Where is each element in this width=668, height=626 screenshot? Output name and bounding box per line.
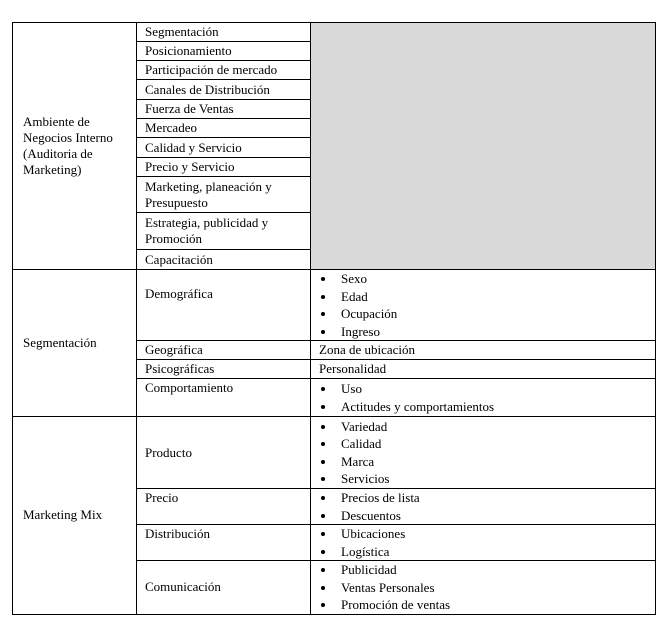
bullet-item: Ubicaciones (319, 525, 655, 543)
bullet-item: Logística (319, 543, 655, 561)
section-label-mix: Marketing Mix (13, 417, 137, 615)
segment-name: Geográfica (137, 341, 311, 360)
ambiente-item: Participación de mercado (137, 61, 311, 80)
mix-values (311, 525, 656, 561)
bullet-dot-icon (321, 568, 325, 572)
segment-values (311, 270, 656, 341)
bullet-dot-icon (321, 496, 325, 500)
ambiente-item: Posicionamiento (137, 42, 311, 61)
marketing-audit-table (12, 22, 656, 615)
mix-values (311, 417, 656, 489)
shaded-empty-cell (311, 23, 656, 270)
segment-values (311, 379, 656, 417)
ambiente-row (13, 23, 656, 42)
ambiente-item: Canales de Distribución (137, 80, 311, 100)
bullet-item: Sexo (319, 270, 655, 288)
mix-name: Precio (137, 489, 311, 525)
mix-name: Producto (137, 417, 311, 489)
bullet-dot-icon (321, 330, 325, 334)
bullet-item: Uso (319, 380, 655, 398)
ambiente-item: Estrategia, publicidad y Promoción (137, 213, 311, 250)
bullet-dot-icon (321, 277, 325, 281)
bullet-item: Publicidad (319, 561, 655, 579)
bullet-item: Ingreso (319, 323, 655, 341)
bullet-dot-icon (321, 477, 325, 481)
bullet-dot-icon (321, 586, 325, 590)
segment-name: Comportamiento (137, 379, 311, 417)
ambiente-item: Fuerza de Ventas (137, 100, 311, 119)
bullet-dot-icon (321, 425, 325, 429)
segment-text: Personalidad (311, 360, 656, 379)
bullet-dot-icon (321, 442, 325, 446)
bullet-dot-icon (321, 295, 325, 299)
ambiente-item: Mercadeo (137, 119, 311, 138)
bullet-item: Ocupación (319, 305, 655, 323)
segmentacion-row (13, 270, 656, 341)
bullet-dot-icon (321, 387, 325, 391)
bullet-item: Marca (319, 453, 655, 471)
bullet-item: Descuentos (319, 507, 655, 525)
ambiente-item: Marketing, planeación y Presupuesto (137, 177, 311, 213)
ambiente-item: Capacitación (137, 250, 311, 270)
bullet-item: Precios de lista (319, 489, 655, 507)
bullet-dot-icon (321, 312, 325, 316)
section-label-ambiente: Ambiente de Negocios Interno (Auditoria de Marketing) (13, 23, 137, 270)
section-label-segmentacion: Segmentación (13, 270, 137, 417)
bullet-item: Edad (319, 288, 655, 306)
mix-name: Distribución (137, 525, 311, 561)
ambiente-item: Precio y Servicio (137, 158, 311, 177)
bullet-item: Promoción de ventas (319, 596, 655, 614)
mix-row (13, 417, 656, 489)
ambiente-item: Segmentación (137, 23, 311, 42)
segment-name: Psicográficas (137, 360, 311, 379)
mix-values (311, 489, 656, 525)
bullet-dot-icon (321, 532, 325, 536)
bullet-item: Servicios (319, 470, 655, 488)
mix-values (311, 561, 656, 615)
bullet-dot-icon (321, 460, 325, 464)
segment-name: Demográfica (137, 270, 311, 341)
bullet-dot-icon (321, 405, 325, 409)
bullet-dot-icon (321, 603, 325, 607)
bullet-dot-icon (321, 514, 325, 518)
bullet-item: Calidad (319, 435, 655, 453)
segment-text: Zona de ubicación (311, 341, 656, 360)
bullet-item: Variedad (319, 418, 655, 436)
bullet-item: Ventas Personales (319, 579, 655, 597)
bullet-item: Actitudes y comportamientos (319, 398, 655, 416)
ambiente-item: Calidad y Servicio (137, 138, 311, 158)
bullet-dot-icon (321, 550, 325, 554)
mix-name: Comunicación (137, 561, 311, 615)
